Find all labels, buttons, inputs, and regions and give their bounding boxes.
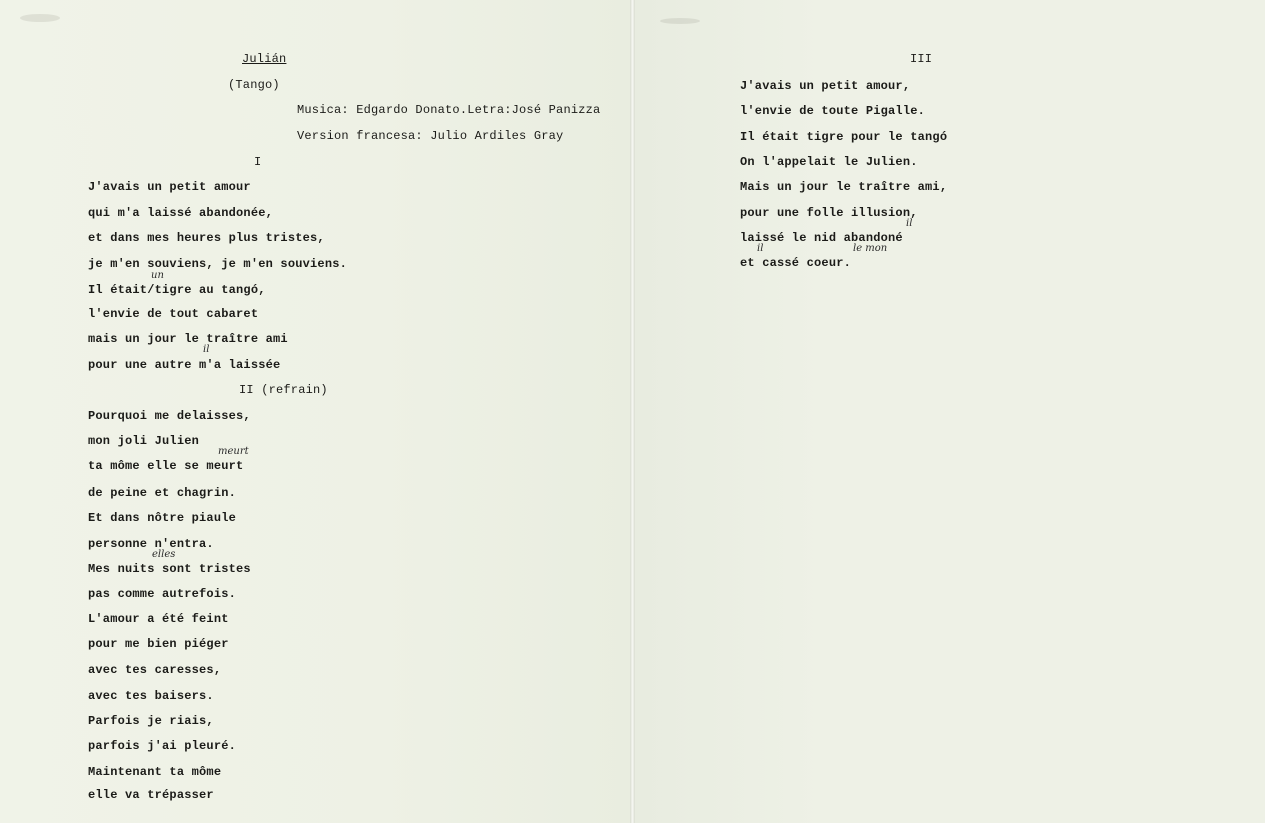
refrain-line: pas comme autrefois. [88,587,237,601]
refrain-line: Mes nuits sont tristes [88,562,251,576]
refrain-line: avec tes caresses, [88,663,222,677]
refrain-line: Et dans nôtre piaule [88,511,237,525]
song-title: Julián [242,52,287,66]
verse-line: J'avais un petit amour, [740,79,911,93]
credits-line: Musica: Edgardo Donato.Letra:José Panizza [297,103,601,117]
handwritten-annotation: meurt [218,446,249,457]
refrain-line: ta môme elle se meurt [88,459,244,473]
verse-line: J'avais un petit amour [88,180,251,194]
refrain-line: Maintenant ta môme [88,765,222,779]
verse-line: mais un jour le traître ami [88,332,288,346]
verse-line: Il était tigre pour le tangó [740,130,948,144]
verse-line: pour une autre m'a laissée [88,358,281,372]
handwritten-annotation: il [203,344,210,355]
refrain-line: parfois j'ai pleuré. [88,739,237,753]
refrain-line: de peine et chagrin. [88,486,237,500]
verse-line: laissé le nid abandoné [740,231,903,245]
handwritten-annotation: le mon [853,243,888,254]
verse-line: Il était/tigre au tangó, [88,283,266,297]
verse-line: l'envie de tout cabaret [88,307,259,321]
verse-line: qui m'a laissé abandonée, [88,206,274,220]
verse-line: Mais un jour le traître ami, [740,180,948,194]
paper-smudge [20,14,60,22]
right-page [635,0,1265,823]
section-heading-2: II (refrain) [239,383,328,397]
verse-line: et cassé coeur. [740,256,852,270]
song-subtitle: (Tango) [228,78,280,92]
handwritten-annotation: un [151,270,164,281]
refrain-line: Pourquoi me delaisses, [88,409,251,423]
section-heading-3: III [910,52,933,66]
paper-smudge [660,18,700,24]
refrain-line: personne n'entra. [88,537,214,551]
section-heading-1: I [254,155,262,169]
handwritten-annotation: elles [152,549,176,560]
version-line: Version francesa: Julio Ardiles Gray [297,129,564,143]
verse-line: et dans mes heures plus tristes, [88,231,325,245]
refrain-line: avec tes baisers. [88,689,214,703]
left-page [0,0,630,823]
refrain-line: L'amour a été feint [88,612,229,626]
verse-line: On l'appelait le Julien. [740,155,918,169]
verse-line: l'envie de toute Pigalle. [740,104,926,118]
refrain-line: elle va trépasser [88,788,214,802]
refrain-line: mon joli Julien [88,434,200,448]
refrain-line: Parfois je riais, [88,714,214,728]
handwritten-annotation: il [906,218,913,229]
verse-line: je m'en souviens, je m'en souviens. [88,257,348,271]
refrain-line: pour me bien piéger [88,637,229,651]
handwritten-annotation: il [757,243,764,254]
verse-line: pour une folle illusion, [740,206,918,220]
